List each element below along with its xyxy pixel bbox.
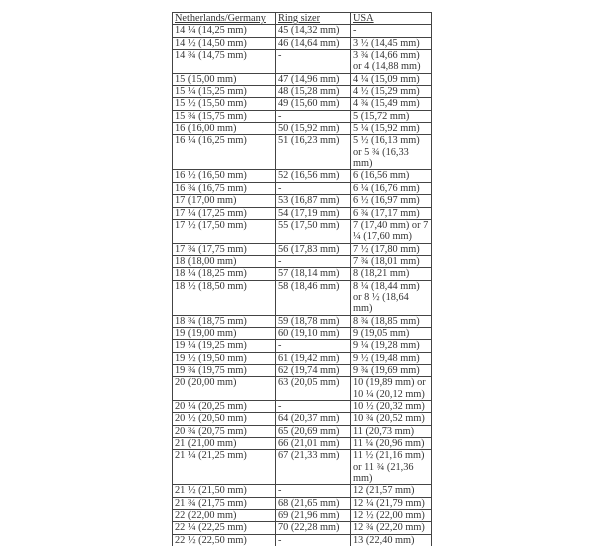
table-row <box>173 98 432 110</box>
cell-usa: 8 ¾ (18,85 mm) <box>351 315 432 327</box>
cell-ring-sizer: 49 (15,60 mm) <box>276 98 351 110</box>
cell-netherlands-germany: 22 ¼ (22,25 mm) <box>173 522 276 534</box>
cell-netherlands-germany: 15 ¼ (15,25 mm) <box>173 86 276 98</box>
cell-ring-sizer: 54 (17,19 mm) <box>276 207 351 219</box>
cell-ring-sizer: 48 (15,28 mm) <box>276 86 351 98</box>
cell-netherlands-germany: 17 ¼ (17,25 mm) <box>173 207 276 219</box>
table-row <box>173 327 432 339</box>
cell-netherlands-germany: 21 ¾ (21,75 mm) <box>173 497 276 509</box>
table-row <box>173 182 432 194</box>
cell-usa: 11 (20,73 mm) <box>351 425 432 437</box>
table-row <box>173 25 432 37</box>
cell-netherlands-germany: 14 ¼ (14,25 mm) <box>173 25 276 37</box>
cell-ring-sizer: - <box>276 255 351 267</box>
cell-netherlands-germany: 21 ½ (21,50 mm) <box>173 485 276 497</box>
cell-usa: 9 ¾ (19,69 mm) <box>351 364 432 376</box>
cell-usa: 9 ¼ (19,28 mm) <box>351 340 432 352</box>
cell-netherlands-germany: 15 ½ (15,50 mm) <box>173 98 276 110</box>
table-row <box>173 135 432 170</box>
cell-usa: 8 ¼ (18,44 mm) or 8 ½ (18,64 mm) <box>351 280 432 315</box>
cell-ring-sizer: - <box>276 50 351 74</box>
cell-ring-sizer: - <box>276 110 351 122</box>
cell-ring-sizer: - <box>276 182 351 194</box>
table-row <box>173 37 432 49</box>
cell-ring-sizer: 50 (15,92 mm) <box>276 123 351 135</box>
cell-ring-sizer: - <box>276 485 351 497</box>
cell-netherlands-germany: 20 ¼ (20,25 mm) <box>173 401 276 413</box>
header-netherlands-germany: Netherlands/Germany <box>173 13 276 25</box>
cell-ring-sizer: 63 (20,05 mm) <box>276 377 351 401</box>
cell-ring-sizer: 68 (21,65 mm) <box>276 497 351 509</box>
cell-ring-sizer: 64 (20,37 mm) <box>276 413 351 425</box>
cell-usa: 9 ½ (19,48 mm) <box>351 352 432 364</box>
table-row <box>173 401 432 413</box>
cell-usa: 5 ¼ (15,92 mm) <box>351 123 432 135</box>
table-row <box>173 170 432 182</box>
table-row <box>173 364 432 376</box>
table-row <box>173 534 432 546</box>
cell-usa: 7 ½ (17,80 mm) <box>351 243 432 255</box>
cell-usa: 13 (22,40 mm) <box>351 534 432 546</box>
cell-ring-sizer: 61 (19,42 mm) <box>276 352 351 364</box>
cell-usa: 6 (16,56 mm) <box>351 170 432 182</box>
table-row <box>173 340 432 352</box>
cell-usa: 6 ½ (16,97 mm) <box>351 195 432 207</box>
cell-netherlands-germany: 16 ½ (16,50 mm) <box>173 170 276 182</box>
cell-netherlands-germany: 21 (21,00 mm) <box>173 438 276 450</box>
cell-ring-sizer: - <box>276 401 351 413</box>
cell-ring-sizer: 55 (17,50 mm) <box>276 219 351 243</box>
cell-usa: 11 ¼ (20,96 mm) <box>351 438 432 450</box>
table-body <box>173 25 432 546</box>
cell-ring-sizer: 52 (16,56 mm) <box>276 170 351 182</box>
table-row <box>173 438 432 450</box>
header-usa: USA <box>351 13 432 25</box>
cell-usa: 8 (18,21 mm) <box>351 268 432 280</box>
cell-ring-sizer: - <box>276 340 351 352</box>
cell-netherlands-germany: 18 ½ (18,50 mm) <box>173 280 276 315</box>
cell-netherlands-germany: 20 ¾ (20,75 mm) <box>173 425 276 437</box>
cell-usa: 10 (19,89 mm) or 10 ¼ (20,12 mm) <box>351 377 432 401</box>
cell-usa: - <box>351 25 432 37</box>
table-row <box>173 315 432 327</box>
table-row <box>173 377 432 401</box>
cell-netherlands-germany: 15 (15,00 mm) <box>173 73 276 85</box>
cell-usa: 3 ½ (14,45 mm) <box>351 37 432 49</box>
cell-ring-sizer: 65 (20,69 mm) <box>276 425 351 437</box>
cell-netherlands-germany: 18 ¾ (18,75 mm) <box>173 315 276 327</box>
cell-ring-sizer: 53 (16,87 mm) <box>276 195 351 207</box>
table-header-row <box>173 13 432 25</box>
table-row <box>173 86 432 98</box>
cell-ring-sizer: 58 (18,46 mm) <box>276 280 351 315</box>
cell-netherlands-germany: 16 ¾ (16,75 mm) <box>173 182 276 194</box>
cell-netherlands-germany: 15 ¾ (15,75 mm) <box>173 110 276 122</box>
cell-netherlands-germany: 19 ½ (19,50 mm) <box>173 352 276 364</box>
cell-usa: 4 ½ (15,29 mm) <box>351 86 432 98</box>
cell-usa: 10 ¾ (20,52 mm) <box>351 413 432 425</box>
table-row <box>173 195 432 207</box>
cell-usa: 12 ¾ (22,20 mm) <box>351 522 432 534</box>
table-row <box>173 268 432 280</box>
cell-netherlands-germany: 18 ¼ (18,25 mm) <box>173 268 276 280</box>
table-row <box>173 510 432 522</box>
table-row <box>173 255 432 267</box>
cell-ring-sizer: 70 (22,28 mm) <box>276 522 351 534</box>
table-row <box>173 413 432 425</box>
table-row <box>173 280 432 315</box>
cell-usa: 7 (17,40 mm) or 7 ¼ (17,60 mm) <box>351 219 432 243</box>
cell-ring-sizer: 59 (18,78 mm) <box>276 315 351 327</box>
cell-ring-sizer: 67 (21,33 mm) <box>276 450 351 485</box>
cell-usa: 11 ½ (21,16 mm) or 11 ¾ (21,36 mm) <box>351 450 432 485</box>
cell-netherlands-germany: 14 ¾ (14,75 mm) <box>173 50 276 74</box>
table-row <box>173 352 432 364</box>
cell-netherlands-germany: 22 (22,00 mm) <box>173 510 276 522</box>
cell-ring-sizer: 69 (21,96 mm) <box>276 510 351 522</box>
table-row <box>173 450 432 485</box>
table-row <box>173 243 432 255</box>
table-row <box>173 110 432 122</box>
cell-ring-sizer: 46 (14,64 mm) <box>276 37 351 49</box>
cell-usa: 7 ¾ (18,01 mm) <box>351 255 432 267</box>
cell-netherlands-germany: 16 ¼ (16,25 mm) <box>173 135 276 170</box>
cell-ring-sizer: 56 (17,83 mm) <box>276 243 351 255</box>
table-row <box>173 207 432 219</box>
table-row <box>173 123 432 135</box>
cell-usa: 4 ¼ (15,09 mm) <box>351 73 432 85</box>
table-row <box>173 73 432 85</box>
cell-netherlands-germany: 19 (19,00 mm) <box>173 327 276 339</box>
cell-netherlands-germany: 21 ¼ (21,25 mm) <box>173 450 276 485</box>
cell-usa: 4 ¾ (15,49 mm) <box>351 98 432 110</box>
cell-usa: 6 ¾ (17,17 mm) <box>351 207 432 219</box>
cell-usa: 3 ¾ (14,66 mm) or 4 (14,88 mm) <box>351 50 432 74</box>
cell-usa: 6 ¼ (16,76 mm) <box>351 182 432 194</box>
cell-netherlands-germany: 20 ½ (20,50 mm) <box>173 413 276 425</box>
cell-usa: 12 (21,57 mm) <box>351 485 432 497</box>
cell-ring-sizer: 47 (14,96 mm) <box>276 73 351 85</box>
cell-ring-sizer: 51 (16,23 mm) <box>276 135 351 170</box>
ring-size-table <box>172 12 432 546</box>
cell-netherlands-germany: 17 (17,00 mm) <box>173 195 276 207</box>
cell-ring-sizer: 57 (18,14 mm) <box>276 268 351 280</box>
cell-netherlands-germany: 17 ¾ (17,75 mm) <box>173 243 276 255</box>
cell-netherlands-germany: 19 ¾ (19,75 mm) <box>173 364 276 376</box>
cell-ring-sizer: - <box>276 534 351 546</box>
cell-netherlands-germany: 17 ½ (17,50 mm) <box>173 219 276 243</box>
cell-usa: 5 (15,72 mm) <box>351 110 432 122</box>
cell-netherlands-germany: 18 (18,00 mm) <box>173 255 276 267</box>
cell-netherlands-germany: 22 ½ (22,50 mm) <box>173 534 276 546</box>
cell-ring-sizer: 60 (19,10 mm) <box>276 327 351 339</box>
cell-netherlands-germany: 16 (16,00 mm) <box>173 123 276 135</box>
cell-netherlands-germany: 19 ¼ (19,25 mm) <box>173 340 276 352</box>
cell-usa: 5 ½ (16,13 mm) or 5 ¾ (16,33 mm) <box>351 135 432 170</box>
cell-ring-sizer: 66 (21,01 mm) <box>276 438 351 450</box>
table-row <box>173 497 432 509</box>
cell-usa: 12 ½ (22,00 mm) <box>351 510 432 522</box>
cell-usa: 12 ¼ (21,79 mm) <box>351 497 432 509</box>
cell-netherlands-germany: 14 ½ (14,50 mm) <box>173 37 276 49</box>
cell-ring-sizer: 45 (14,32 mm) <box>276 25 351 37</box>
cell-netherlands-germany: 20 (20,00 mm) <box>173 377 276 401</box>
header-ring-sizer: Ring sizer <box>276 13 351 25</box>
cell-usa: 10 ½ (20,32 mm) <box>351 401 432 413</box>
table-row <box>173 425 432 437</box>
table-row <box>173 485 432 497</box>
cell-ring-sizer: 62 (19,74 mm) <box>276 364 351 376</box>
cell-usa: 9 (19,05 mm) <box>351 327 432 339</box>
table-row <box>173 50 432 74</box>
table-row <box>173 219 432 243</box>
